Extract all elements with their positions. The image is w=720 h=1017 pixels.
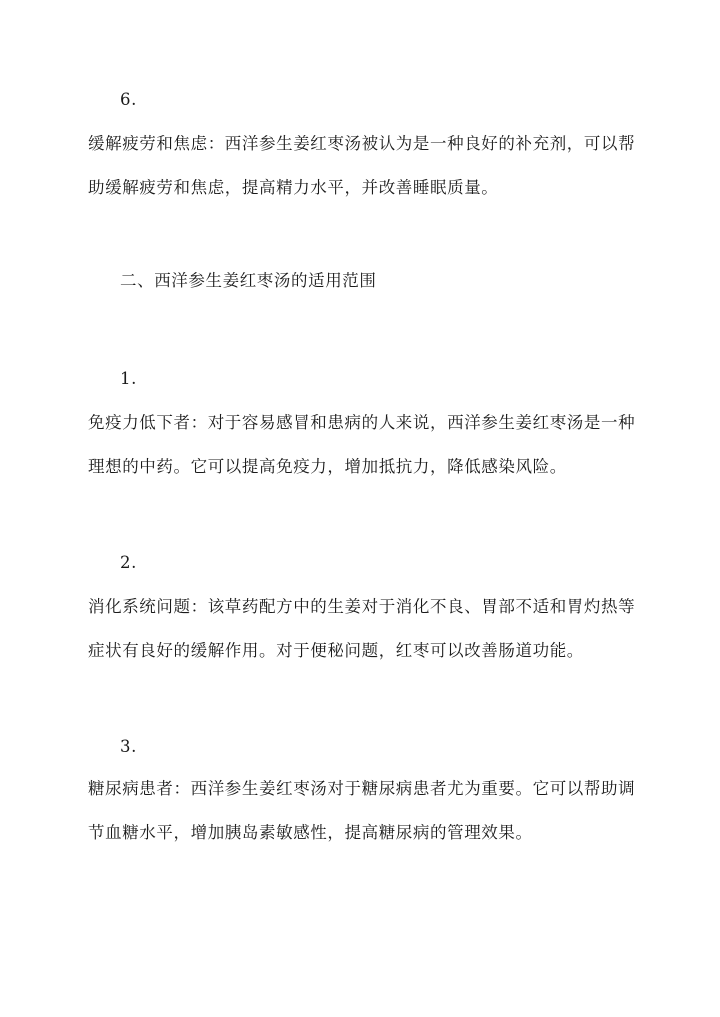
item-2-text-line-1: 消化系统问题：该草药配方中的生姜对于消化不良、胃部不适和胃灼热等 <box>88 597 636 616</box>
item-1-text-line-1: 免疫力低下者：对于容易感冒和患病的人来说，西洋参生姜红枣汤是一种 <box>88 413 636 432</box>
item-3-text-line-1: 糖尿病患者：西洋参生姜红枣汤对于糖尿病患者尤为重要。它可以帮助调 <box>88 779 636 798</box>
item-6-text-line-1: 缓解疲劳和焦虑：西洋参生姜红枣汤被认为是一种良好的补充剂，可以帮 <box>88 134 636 153</box>
item-6-number: 6. <box>120 90 137 109</box>
item-1-text-line-2: 理想的中药。它可以提高免疫力，增加抵抗力，降低感染风险。 <box>88 457 567 476</box>
item-1-number: 1. <box>120 369 137 388</box>
item-3-number: 3. <box>120 737 137 756</box>
item-6-text-line-2: 助缓解疲劳和焦虑，提高精力水平，并改善睡眠质量。 <box>88 178 499 197</box>
item-2-text-line-2: 症状有良好的缓解作用。对于便秘问题，红枣可以改善肠道功能。 <box>88 641 584 660</box>
item-3-text-line-2: 节血糖水平，增加胰岛素敏感性，提高糖尿病的管理效果。 <box>88 823 533 842</box>
section-2-heading: 二、西洋参生姜红枣汤的适用范围 <box>120 271 377 290</box>
item-2-number: 2. <box>120 553 137 572</box>
